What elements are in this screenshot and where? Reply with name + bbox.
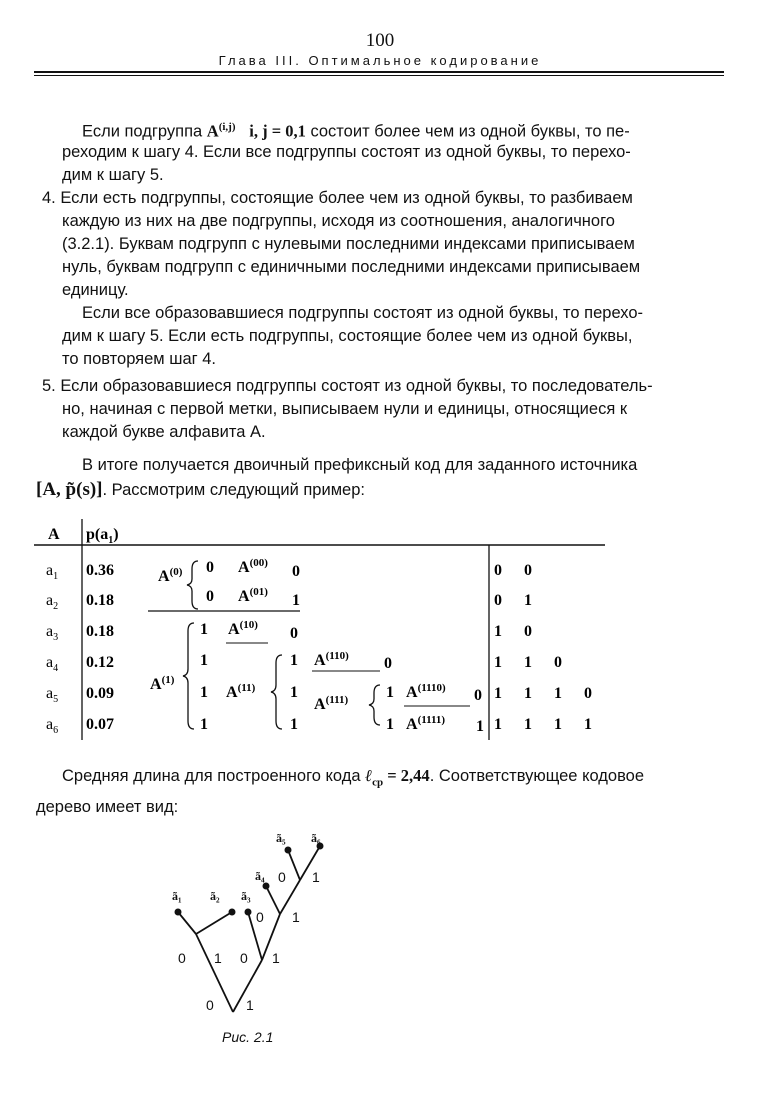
- group-A01: $A^{(01)}$: [238, 586, 268, 605]
- group-A0-bit0b: 0: [206, 588, 214, 605]
- row-code-bit: 1: [524, 654, 532, 671]
- a5-bit1c: 1: [386, 684, 394, 701]
- row-prob: 0.18: [86, 623, 114, 640]
- a4-bit1b: 1: [290, 652, 298, 669]
- label-bit0-a1: 0: [178, 950, 186, 966]
- step4-line3: (3.2.1). Буквам подгрупп с нулевыми последними индексами приписываем: [62, 235, 635, 253]
- a6-bit1: 1: [200, 716, 208, 733]
- group-A1111-bit: 1: [476, 718, 484, 735]
- row-code-bit: 1: [554, 685, 562, 702]
- header-letter: A: [48, 526, 60, 543]
- label-bit0-a3: 0: [240, 950, 248, 966]
- step5-line1: 5. Если образовавшиеся подгруппы состоят из одной буквы, то последователь-: [42, 377, 653, 395]
- a6-bit1b: 1: [290, 716, 298, 733]
- brace-A11: [271, 655, 282, 729]
- group-A10: $A^{(10)}$: [228, 619, 258, 638]
- row-code-bit: 1: [554, 716, 562, 733]
- avg-line2: дерево имеет вид:: [36, 798, 179, 816]
- row-code-bit: 0: [494, 562, 502, 579]
- node-a2: [229, 909, 236, 916]
- leaf-a6: ã₆: [311, 831, 321, 845]
- group-A1110: $A^{(1110)}$: [406, 682, 446, 701]
- step5-line3: каждой букве алфавита A.: [62, 423, 266, 441]
- group-A10-bit: 0: [290, 625, 298, 642]
- a4-bit1: 1: [200, 652, 208, 669]
- result-line2: [A, p̃(s)]. Рассмотрим следующий пример:: [36, 479, 365, 500]
- label-bit1-a2: 1: [214, 950, 222, 966]
- group-A0-bit0: 0: [206, 559, 214, 576]
- step4-p2-line2: дим к шагу 5. Если есть подгруппы, состоящие более чем из одной буквы,: [62, 327, 633, 345]
- group-A1111: $A^{(1111)}$: [406, 714, 446, 733]
- edge-a5: [288, 850, 300, 880]
- group-A00: $A^{(00)}$: [238, 557, 268, 576]
- row-prob: 0.18: [86, 592, 114, 609]
- leaf-a3: ã₃: [241, 889, 251, 903]
- row-code-bit: 1: [524, 716, 532, 733]
- label-bit1-right2: 1: [292, 909, 300, 925]
- group-A11: $A^{(11)}$: [226, 682, 256, 701]
- step4-p2-line1: Если все образовавшиеся подгруппы состоят из одной буквы, то перехо-: [82, 304, 644, 322]
- row-code-bit: 1: [494, 654, 502, 671]
- leaf-a5: ã₅: [276, 831, 286, 845]
- label-bit0-root: 0: [206, 997, 214, 1013]
- row-letter: $a_1$: [46, 562, 59, 582]
- edge-a4: [266, 886, 280, 914]
- label-bit1-right: 1: [272, 950, 280, 966]
- row-code-bit: 1: [524, 592, 532, 609]
- code-tree: [0, 820, 760, 1050]
- label-bit0-a4: 0: [278, 869, 286, 885]
- step4-line2: каждую из них на две подгруппы, исходя из соотношения, аналогичного: [62, 212, 615, 230]
- row-prob: 0.36: [86, 562, 114, 579]
- running-head: Глава III. Оптимальное кодирование: [218, 53, 542, 68]
- row-code-bit: 1: [494, 685, 502, 702]
- header-rule-thin: [34, 75, 724, 76]
- page-number: 100: [365, 30, 395, 51]
- group-A110: $A^{(110)}$: [314, 650, 349, 669]
- a5-bit1: 1: [200, 684, 208, 701]
- row-prob: 0.09: [86, 685, 114, 702]
- row-code-bit: 1: [524, 685, 532, 702]
- label-bit0-a3b: 0: [256, 909, 264, 925]
- row-code-bit: 1: [494, 716, 502, 733]
- header-prob: $p(a_1)$: [86, 526, 119, 546]
- row-letter: $a_5$: [46, 685, 59, 705]
- group-A00-bit: 0: [292, 563, 300, 580]
- node-a1: [175, 909, 182, 916]
- group-A111: $A^{(111)}$: [314, 694, 349, 713]
- edge-a2: [196, 912, 232, 934]
- step4-line1: 4. Если есть подгруппы, состоящие более чем из одной буквы, то разбиваем: [42, 189, 633, 207]
- group-A1: $A^{(1)}$: [150, 674, 175, 693]
- node-a3: [245, 909, 252, 916]
- row-code-bit: 0: [524, 623, 532, 640]
- row-code-bit: 0: [494, 592, 502, 609]
- row-letter: $a_6$: [46, 716, 59, 736]
- leaf-a2: ã₂: [210, 889, 220, 903]
- brace-A1: [183, 623, 194, 729]
- row-code-bit: 0: [584, 685, 592, 702]
- row-letter: $a_2$: [46, 592, 59, 612]
- group-A110-bit: 0: [384, 655, 392, 672]
- node-a5: [285, 847, 292, 854]
- edge-root-left: [196, 934, 233, 1012]
- brace-A111: [369, 685, 380, 725]
- node-a4: [263, 883, 270, 890]
- avg-line1: Средняя длина для построенного кода ℓ$_{ср}$ = 2,44. Соответствующее кодовое: [62, 766, 645, 789]
- a6-bit1c: 1: [386, 716, 394, 733]
- a3-bit1: 1: [200, 621, 208, 638]
- a5-bit1b: 1: [290, 684, 298, 701]
- step3-line1: Если подгруппа A$^{(i,j)}$ i, j = 0,1 состоит более чем из одной буквы, то пе-: [82, 121, 630, 141]
- group-A1110-bit: 0: [474, 687, 482, 704]
- label-bit1-root: 1: [246, 997, 254, 1013]
- group-A01-bit: 1: [292, 592, 300, 609]
- edge-a1: [178, 912, 196, 934]
- brace-A0: [187, 561, 198, 609]
- row-prob: 0.12: [86, 654, 114, 671]
- step4-line5: единицу.: [62, 281, 129, 299]
- row-letter: $a_4$: [46, 654, 59, 674]
- step5-line2: но, начиная с первой метки, выписываем нули и единицы, относящиеся к: [62, 400, 628, 418]
- step3-line2: реходим к шагу 4. Если все подгруппы состоят из одной буквы, то перехо-: [62, 143, 631, 161]
- row-code-bit: 1: [584, 716, 592, 733]
- leaf-a4: ã₄: [255, 869, 265, 883]
- group-A0: $A^{(0)}$: [158, 566, 183, 585]
- step3-line3: дим к шагу 5.: [62, 166, 164, 184]
- header-rule: [34, 71, 724, 73]
- row-prob: 0.07: [86, 716, 114, 733]
- row-code-bit: 0: [554, 654, 562, 671]
- step4-p2-line3: то повторяем шаг 4.: [62, 350, 217, 368]
- result-line1: В итоге получается двоичный префиксный код для заданного источника: [82, 456, 638, 474]
- figure-caption: Рис. 2.1: [222, 1029, 274, 1045]
- row-letter: $a_3$: [46, 623, 59, 643]
- step4-line4: нуль, буквам подгрупп с единичными последними индексами приписываем: [62, 258, 641, 276]
- coding-table: [0, 515, 760, 745]
- leaf-a1: ã₁: [172, 889, 182, 903]
- label-bit1-right3: 1: [312, 869, 320, 885]
- row-code-bit: 0: [524, 562, 532, 579]
- row-code-bit: 1: [494, 623, 502, 640]
